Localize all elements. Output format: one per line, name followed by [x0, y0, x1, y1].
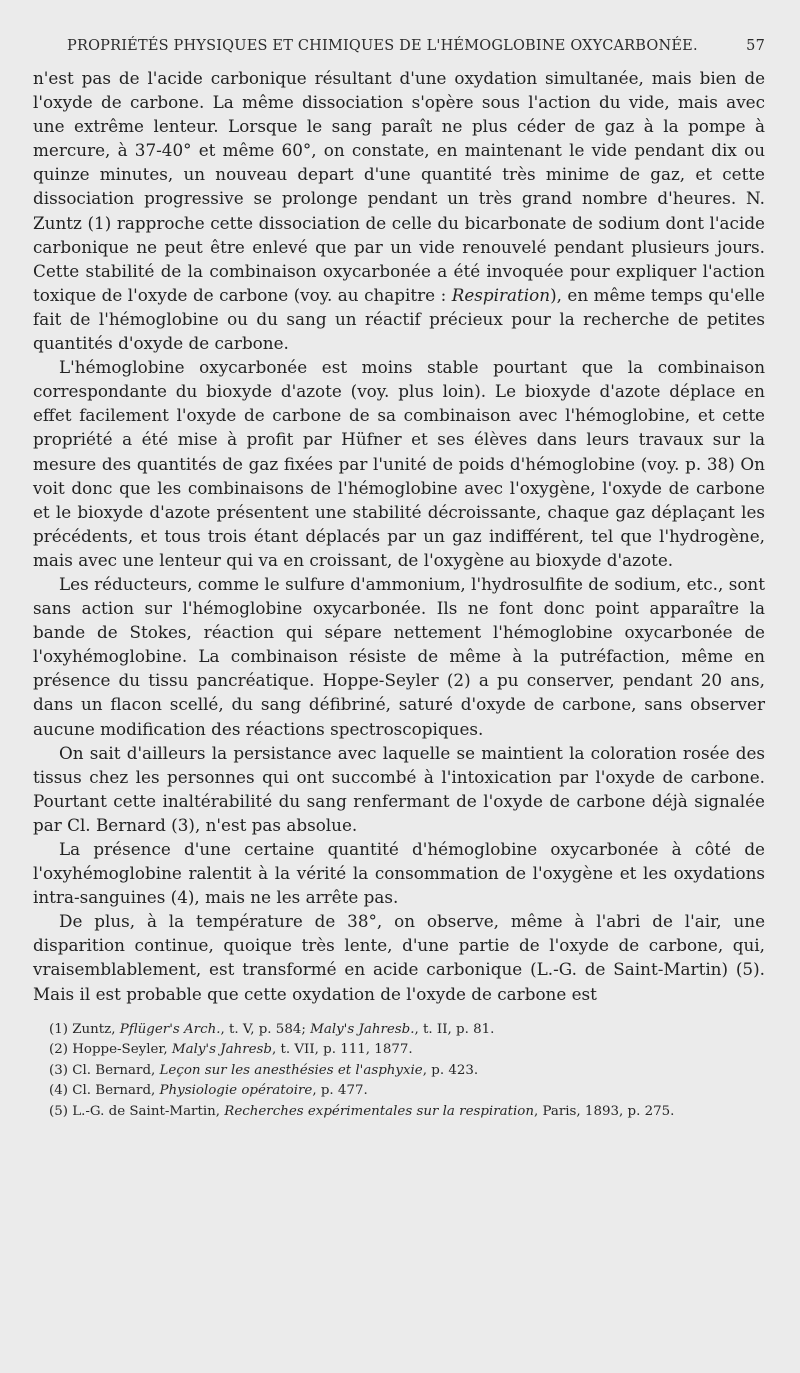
- paragraph: L'hémoglobine oxycarbonée est moins stable pourtant que la combinaison correspondante du bioxyde d'azote (voy. plus loin). Le bioxyde d'azote déplace en effet facilement l'oxyde de carbone de sa combinaison avec l'hémoglobine, et cette propriété a été mise à profit par Hüfner et ses élèves dans leurs travaux sur la mesure des quantités de gaz fixées par l'unité de poids d'hémoglobine (voy. p. 38) On voit donc que les combinaisons de l'hémoglobine avec l'oxygène, l'oxyde de carbone et le bioxyde d'azote présentent une stabilité décroissante, chaque gaz déplaçant les précédents, et tous trois étant déplacés par un gaz indifférent, tel que l'hydrogène, mais avec une lenteur qui va en croissant, de l'oxygène au bioxyde d'azote.: [33, 357, 765, 570]
- footnote-text: , t. VII, p. 111, 1877.: [271, 1042, 413, 1058]
- paragraph: [33, 66, 765, 355]
- footnote-source: Physiologie opératoire: [159, 1083, 313, 1099]
- footnote: [33, 1020, 765, 1041]
- paragraph: De plus, à la température de 38°, on observe, même à l'abri de l'air, une disparition continue, quoique très lente, d'une partie de l'oxyde de carbone, qui, vraisemblablement, est transformé en acide carbonique (L.-G. de Saint-Martin) (5). Mais il est probable que cette oxydation de l'oxyde de carbone est: [33, 911, 765, 1004]
- page-number: 57: [746, 38, 765, 54]
- running-header: [33, 38, 765, 66]
- footnote-text: (3) Cl. Bernard,: [49, 1062, 160, 1078]
- footnote-source: Pflüger's Arch.: [119, 1021, 221, 1037]
- footnote: [33, 1081, 765, 1102]
- paragraph: On sait d'ailleurs la persistance avec laquelle se maintient la coloration rosée des tissus chez les personnes qui ont succombé à l'intoxication par l'oxyde de carbone. Pourtant cette inaltérabilité du sang renfermant de l'oxyde de carbone déjà signalée par Cl. Bernard (3), n'est pas absolue.: [33, 742, 765, 835]
- footnote-text: (1) Zuntz,: [49, 1021, 120, 1037]
- footnote-text: , p. 423.: [422, 1062, 479, 1078]
- footnotes: [33, 1020, 765, 1123]
- body-text: [33, 66, 765, 1006]
- paragraph-text: ), en même temps qu'elle fait de l'hémoglobine ou du sang un réactif précieux pour la recherche de petites quantités d'oxyde de carbone.: [33, 284, 765, 354]
- footnote-source: Maly's Jahresb: [171, 1042, 272, 1058]
- footnote-text: (2) Hoppe-Seyler,: [49, 1042, 172, 1058]
- book-page: [33, 38, 765, 1122]
- footnote: [33, 1061, 765, 1082]
- paragraph: Les réducteurs, comme le sulfure d'ammonium, l'hydrosulfite de sodium, etc., sont sans action sur l'hémoglobine oxycarbonée. Ils ne font donc point apparaître la bande de Stokes, réaction qui sépare nettement l'hémoglobine oxycarbonée de l'oxyhémoglobine. La combinaison résiste de même à la putréfaction, même en présence du tissu pancréatique. Hoppe-Seyler (2) a pu conserver, pendant 20 ans, dans un flacon scellé, du sang défibriné, saturé d'oxyde de carbone, sans observer aucune modification des réactions spectroscopiques.: [33, 573, 765, 739]
- footnote-text: , p. 477.: [312, 1083, 368, 1099]
- footnote-text: (4) Cl. Bernard,: [49, 1083, 160, 1099]
- footnote-source: Leçon sur les anesthésies et l'asphyxie: [159, 1062, 423, 1078]
- paragraph: La présence d'une certaine quantité d'hémoglobine oxycarbonée à côté de l'oxyhémoglobine ralentit à la vérité la consommation de l'oxygène et les oxydations intra-sanguines (4), mais ne les arrête pas.: [33, 839, 765, 908]
- footnote-text: , t. V, p. 584;: [220, 1021, 311, 1037]
- running-title: PROPRIÉTÉS PHYSIQUES ET CHIMIQUES DE L'HÉMOGLOBINE OXYCARBONÉE.: [67, 38, 698, 54]
- footnote: [33, 1102, 765, 1123]
- footnote-source: Maly's Jahresb.: [310, 1021, 415, 1037]
- footnote: [33, 1040, 765, 1061]
- paragraph-text: n'est pas de l'acide carbonique résultant d'une oxydation simultanée, mais bien de l'oxyde de carbone. La même dissociation s'opère sous l'action du vide, mais avec une extrême lenteur. Lorsque le sang paraît ne plus céder de gaz à la pompe à mercure, à 37-40° et même 60°, on constate, en maintenant le vide pendant dix ou quinze minutes, un nouveau depart d'une quantité très minime de gaz, et cette dissociation progressive se prolonge pendant un très grand nombre d'heures. N. Zuntz (1) rapproche cette dissociation de celle du bicarbonate de sodium dont l'acide carbonique ne peut être enlevé que par un vide renouvelé pendant plusieurs jours. Cette stabilité de la combinaison oxycarbonée a été invoquée pour expliquer l'action toxique de l'oxyde de carbone (voy. au chapitre :: [33, 68, 765, 305]
- chapter-reference: Respiration: [451, 284, 551, 305]
- footnote-text: , Paris, 1893, p. 275.: [533, 1103, 675, 1119]
- footnote-source: Recherches expérimentales sur la respiration: [224, 1103, 534, 1119]
- footnote-text: (5) L.-G. de Saint-Martin,: [49, 1103, 225, 1119]
- footnote-text: , t. II, p. 81.: [414, 1021, 495, 1037]
